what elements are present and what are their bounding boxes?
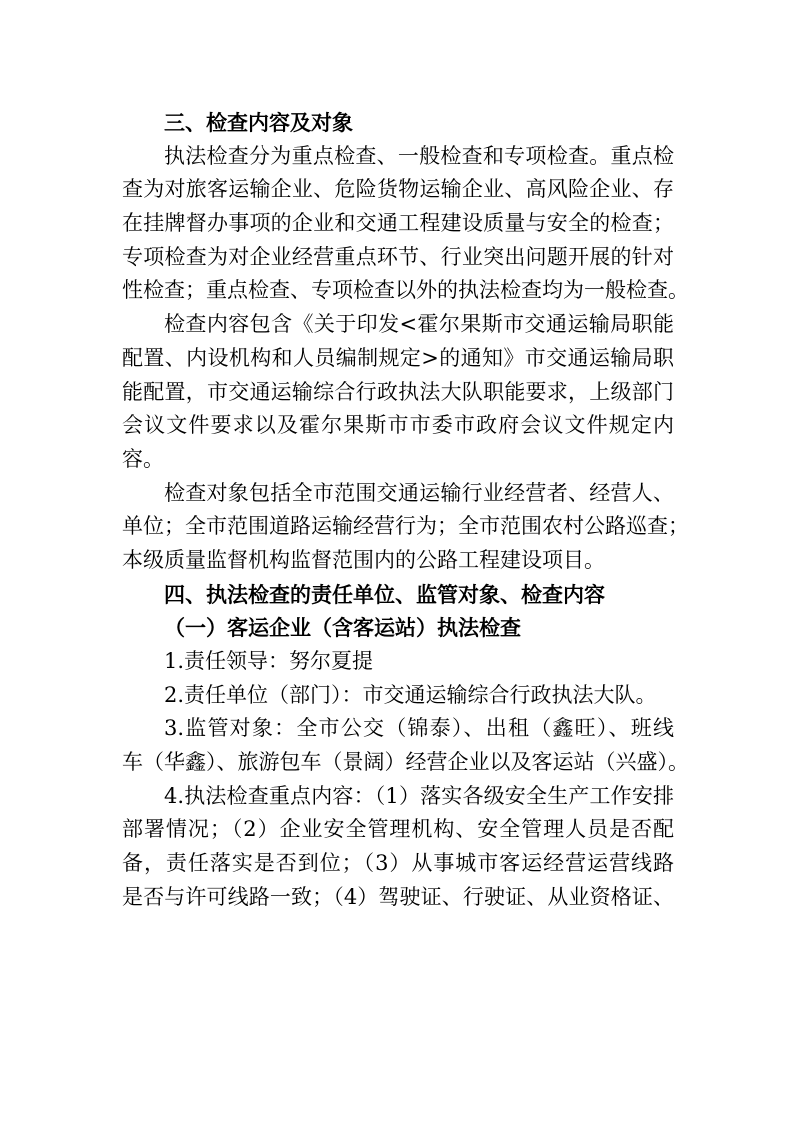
item-inspection-key-content bbox=[122, 780, 674, 915]
text-line: 是否与许可线路一致；（4）驾驶证、行驶证、从业资格证、 bbox=[122, 884, 674, 909]
paragraph-inspection-types bbox=[122, 140, 689, 308]
subsection-1-heading: （一）客运企业（含客运站）执法检查 bbox=[164, 615, 521, 641]
text-line: 专项检查为对企业经营重点环节、行业突出问题开展的针对 bbox=[122, 244, 674, 269]
item-responsible-leader: 1.责任领导：努尔夏提 bbox=[164, 649, 374, 673]
text-line: 本级质量监督机构监督范围内的公路工程建设项目。 bbox=[122, 547, 605, 572]
text-line: 3.监管对象：全市公交（锦泰）、出租（鑫旺）、班线 bbox=[164, 716, 674, 741]
text-line: 检查对象包括全市范围交通运输行业经营者、经营人、 bbox=[164, 480, 674, 505]
text-line: 单位；全市范围道路运输经营行为；全市范围农村公路巡查； bbox=[122, 514, 689, 539]
text-line: 配置、内设机构和人员编制规定>的通知》市交通运输局职 bbox=[122, 345, 674, 370]
text-line: 检查内容包含《关于印发<霍尔果斯市交通运输局职能 bbox=[164, 312, 674, 337]
paragraph-inspection-content bbox=[122, 308, 674, 476]
text-line: 4.执法检查重点内容：（1）落实各级安全生产工作安排 bbox=[164, 783, 674, 808]
text-line: 会议文件要求以及霍尔果斯市市委市政府会议文件规定内 bbox=[122, 413, 674, 438]
item-responsible-unit: 2.责任单位（部门）：市交通运输综合行政执法大队。 bbox=[164, 682, 657, 707]
text-line: 容。 bbox=[122, 446, 164, 471]
document-body bbox=[122, 106, 689, 915]
paragraph-inspection-objects bbox=[122, 477, 689, 578]
section-4-heading: 四、执法检查的责任单位、监管对象、检查内容 bbox=[164, 581, 605, 607]
text-line: 备，责任落实是否到位；（3）从事城市客运经营运营线路 bbox=[122, 851, 674, 876]
text-line: 车（华鑫）、旅游包车（景阔）经营企业以及客运站（兴盛）。 bbox=[122, 750, 689, 775]
text-line: 能配置，市交通运输综合行政执法大队职能要求，上级部门 bbox=[122, 379, 674, 404]
text-line: 执法检查分为重点检查、一般检查和专项检查。重点检 bbox=[164, 143, 674, 168]
text-line: 查为对旅客运输企业、危险货物运输企业、高风险企业、存 bbox=[122, 177, 674, 202]
text-line: 性检查；重点检查、专项检查以外的执法检查均为一般检查。 bbox=[122, 278, 689, 303]
section-3-heading: 三、检查内容及对象 bbox=[164, 110, 353, 135]
item-supervision-objects bbox=[122, 712, 689, 779]
text-line: 部署情况；（2）企业安全管理机构、安全管理人员是否配 bbox=[122, 817, 674, 842]
text-line: 在挂牌督办事项的企业和交通工程建设质量与安全的检查； bbox=[122, 211, 674, 236]
